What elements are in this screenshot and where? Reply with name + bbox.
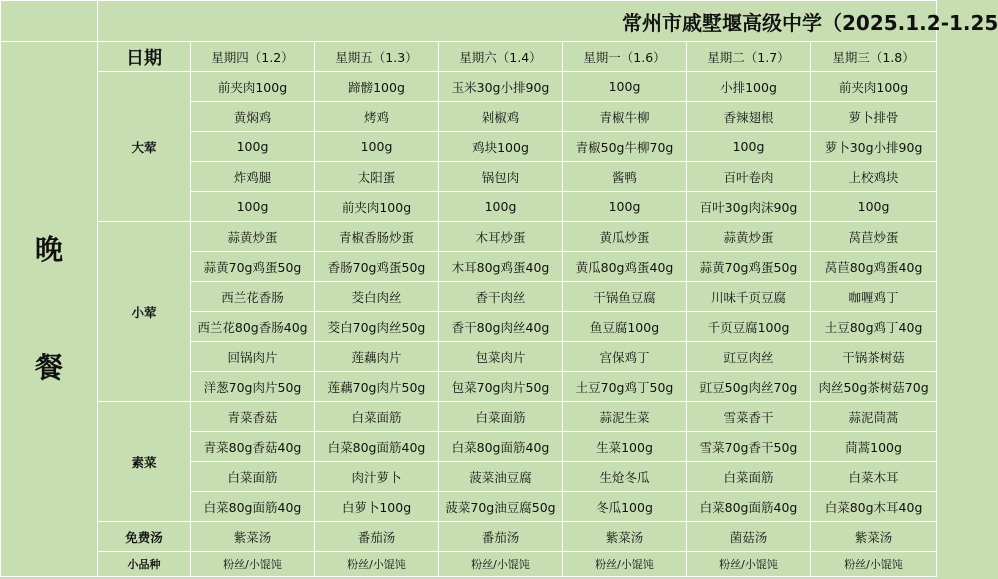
dish-cell: 蒜黄炒蛋 <box>191 222 315 252</box>
dish-cell: 太阳蛋 <box>315 162 439 192</box>
category-label: 免费汤 <box>98 522 191 552</box>
dish-cell: 回锅肉片 <box>191 342 315 372</box>
dish-cell: 肉丝50g茶树菇70g <box>811 372 937 402</box>
dish-cell: 100g <box>439 192 563 222</box>
dish-cell: 白菜面筋 <box>439 402 563 432</box>
date-label: 日期 <box>98 42 191 72</box>
dish-cell: 白萝卜100g <box>315 492 439 522</box>
dish-cell: 萝卜排骨 <box>811 102 937 132</box>
dish-cell: 生炝冬瓜 <box>563 462 687 492</box>
category-label: 素菜 <box>98 402 191 522</box>
date-cell: 星期三（1.8） <box>811 42 937 72</box>
dish-cell: 肉汁萝卜 <box>315 462 439 492</box>
dish-cell: 菠菜70g油豆腐50g <box>439 492 563 522</box>
dish-cell: 茼蒿100g <box>811 432 937 462</box>
dish-cell: 香辣翅根 <box>687 102 811 132</box>
dish-cell: 干锅茶树菇 <box>811 342 937 372</box>
date-cell: 星期五（1.3） <box>315 42 439 72</box>
dish-cell: 上校鸡块 <box>811 162 937 192</box>
dish-cell: 包菜70g肉片50g <box>439 372 563 402</box>
dish-cell: 土豆70g鸡丁50g <box>563 372 687 402</box>
date-cell: 星期二（1.7） <box>687 42 811 72</box>
dish-cell: 生菜100g <box>563 432 687 462</box>
dish-cell: 番茄汤 <box>439 522 563 552</box>
dish-cell: 包菜肉片 <box>439 342 563 372</box>
dish-cell: 莲藕肉片 <box>315 342 439 372</box>
dish-cell: 前夹肉100g <box>811 72 937 102</box>
dish-cell: 雪菜70g香干50g <box>687 432 811 462</box>
date-cell: 星期一（1.6） <box>563 42 687 72</box>
dish-cell: 前夹肉100g <box>191 72 315 102</box>
menu-row <box>1 222 937 252</box>
dish-cell: 小排100g <box>687 72 811 102</box>
dish-cell: 香干肉丝 <box>439 282 563 312</box>
dish-cell: 蒜黄70g鸡蛋50g <box>191 252 315 282</box>
dish-cell: 白菜面筋 <box>687 462 811 492</box>
dish-cell: 莴苣炒蛋 <box>811 222 937 252</box>
dish-cell: 白菜80g木耳40g <box>811 492 937 522</box>
dish-cell: 茭白70g肉丝50g <box>315 312 439 342</box>
menu-row <box>1 402 937 432</box>
dish-cell: 青椒香肠炒蛋 <box>315 222 439 252</box>
meal-char-2: 餐 <box>34 351 63 384</box>
dish-cell: 木耳炒蛋 <box>439 222 563 252</box>
dish-cell: 粉丝/小馄饨 <box>315 552 439 577</box>
corner-cell <box>1 1 98 42</box>
dish-cell: 烤鸡 <box>315 102 439 132</box>
dish-cell: 蹄髈100g <box>315 72 439 102</box>
dish-cell: 茭白肉丝 <box>315 282 439 312</box>
category-label: 大荤 <box>98 72 191 222</box>
menu-row <box>1 72 937 102</box>
dish-cell: 100g <box>563 192 687 222</box>
dish-cell: 白菜面筋 <box>315 402 439 432</box>
dish-cell: 黄瓜炒蛋 <box>563 222 687 252</box>
dish-cell: 菠菜油豆腐 <box>439 462 563 492</box>
dish-cell: 青椒牛柳 <box>563 102 687 132</box>
dish-cell: 青椒50g牛柳70g <box>563 132 687 162</box>
dish-cell: 100g <box>687 132 811 162</box>
dish-cell: 洋葱70g肉片50g <box>191 372 315 402</box>
dish-cell: 白菜80g面筋40g <box>191 492 315 522</box>
meal-label <box>1 42 98 577</box>
dish-cell: 鱼豆腐100g <box>563 312 687 342</box>
dish-cell: 川味千页豆腐 <box>687 282 811 312</box>
dish-cell: 100g <box>811 192 937 222</box>
dish-cell: 剁椒鸡 <box>439 102 563 132</box>
dish-cell: 百叶30g肉沫90g <box>687 192 811 222</box>
dish-cell: 莲藕70g肉片50g <box>315 372 439 402</box>
dish-cell: 百叶卷肉 <box>687 162 811 192</box>
dish-cell: 咖喱鸡丁 <box>811 282 937 312</box>
dish-cell: 白菜木耳 <box>811 462 937 492</box>
dish-cell: 100g <box>191 192 315 222</box>
dish-cell: 蒜黄70g鸡蛋50g <box>687 252 811 282</box>
dish-cell: 番茄汤 <box>315 522 439 552</box>
dish-cell: 白菜面筋 <box>191 462 315 492</box>
category-label: 小品种 <box>98 552 191 577</box>
dish-cell: 青菜香菇 <box>191 402 315 432</box>
dish-cell: 雪菜香干 <box>687 402 811 432</box>
dish-cell: 千页豆腐100g <box>687 312 811 342</box>
dish-cell: 前夹肉100g <box>315 192 439 222</box>
dish-cell: 玉米30g小排90g <box>439 72 563 102</box>
dish-cell: 白菜80g面筋40g <box>687 492 811 522</box>
dish-cell: 莴苣80g鸡蛋40g <box>811 252 937 282</box>
dish-cell: 青菜80g香菇40g <box>191 432 315 462</box>
dish-cell: 粉丝/小馄饨 <box>563 552 687 577</box>
dish-cell: 豇豆肉丝 <box>687 342 811 372</box>
dish-cell: 蒜泥生菜 <box>563 402 687 432</box>
date-cell: 星期四（1.2） <box>191 42 315 72</box>
dish-cell: 蒜泥茼蒿 <box>811 402 937 432</box>
date-header-row <box>1 42 937 72</box>
title-row <box>1 1 937 42</box>
dish-cell: 酱鸭 <box>563 162 687 192</box>
dish-cell: 宫保鸡丁 <box>563 342 687 372</box>
dish-cell: 粉丝/小馄饨 <box>687 552 811 577</box>
dish-cell: 紫菜汤 <box>191 522 315 552</box>
dish-cell: 鸡块100g <box>439 132 563 162</box>
dish-cell: 粉丝/小馄饨 <box>191 552 315 577</box>
dish-cell: 100g <box>315 132 439 162</box>
dish-cell: 黄瓜80g鸡蛋40g <box>563 252 687 282</box>
menu-title: 常州市戚墅堰高级中学（2025.1.2-1.25 <box>98 1 937 42</box>
dish-cell: 蒜黄炒蛋 <box>687 222 811 252</box>
dish-cell: 100g <box>563 72 687 102</box>
dish-cell: 西兰花香肠 <box>191 282 315 312</box>
dish-cell: 粉丝/小馄饨 <box>811 552 937 577</box>
dish-cell: 木耳80g鸡蛋40g <box>439 252 563 282</box>
date-cell: 星期六（1.4） <box>439 42 563 72</box>
category-label: 小荤 <box>98 222 191 402</box>
menu-row <box>1 522 937 552</box>
dish-cell: 粉丝/小馄饨 <box>439 552 563 577</box>
dish-cell: 紫菜汤 <box>563 522 687 552</box>
meal-char-1: 晚 <box>34 233 63 266</box>
dish-cell: 香肠70g鸡蛋50g <box>315 252 439 282</box>
dish-cell: 黄焖鸡 <box>191 102 315 132</box>
menu-row <box>1 552 937 577</box>
dish-cell: 100g <box>191 132 315 162</box>
dish-cell: 冬瓜100g <box>563 492 687 522</box>
dish-cell: 豇豆50g肉丝70g <box>687 372 811 402</box>
dish-cell: 干锅鱼豆腐 <box>563 282 687 312</box>
dish-cell: 白菜80g面筋40g <box>439 432 563 462</box>
dish-cell: 白菜80g面筋40g <box>315 432 439 462</box>
dish-cell: 香干80g肉丝40g <box>439 312 563 342</box>
dish-cell: 西兰花80g香肠40g <box>191 312 315 342</box>
dish-cell: 菌菇汤 <box>687 522 811 552</box>
dish-cell: 土豆80g鸡丁40g <box>811 312 937 342</box>
dish-cell: 锅包肉 <box>439 162 563 192</box>
dish-cell: 萝卜30g小排90g <box>811 132 937 162</box>
dish-cell: 紫菜汤 <box>811 522 937 552</box>
dish-cell: 炸鸡腿 <box>191 162 315 192</box>
